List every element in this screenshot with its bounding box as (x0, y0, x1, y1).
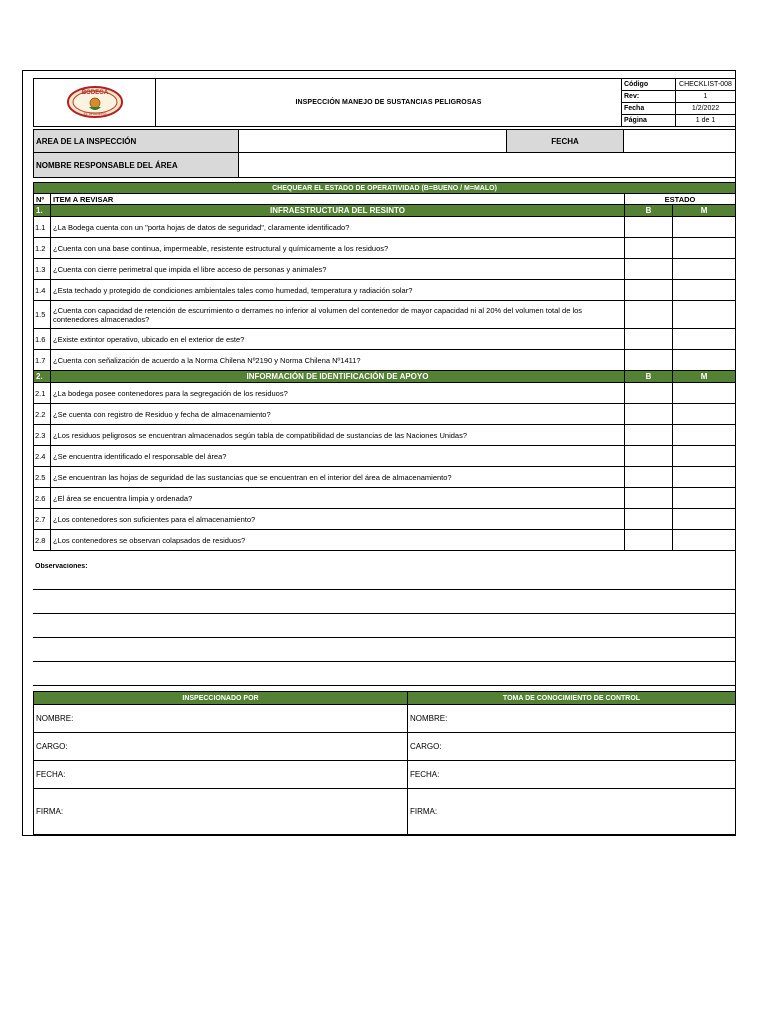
estado-b-cell[interactable] (625, 404, 673, 425)
col-m-header: M (673, 371, 736, 383)
item-number: 2.3 (34, 425, 51, 446)
section-header-row (34, 205, 736, 217)
item-number: 2.6 (34, 488, 51, 509)
item-number: 1.6 (34, 329, 51, 350)
document-title: INSPECCIÓN MANEJO DE SUSTANCIAS PELIGROSAS (156, 79, 622, 127)
item-question: ¿El área se encuentra limpia y ordenada? (51, 488, 625, 509)
area-input[interactable] (239, 130, 507, 153)
estado-b-cell[interactable] (625, 383, 673, 404)
right-firma-field[interactable]: FIRMA: (408, 789, 736, 835)
section-title: INFORMACIÓN DE IDENTIFICACIÓN DE APOYO (51, 371, 625, 383)
checklist-row (34, 509, 736, 530)
signatures-table (33, 691, 736, 835)
estado-b-cell[interactable] (625, 446, 673, 467)
item-question: ¿Se encuentran las hojas de seguridad de las sustancias que se encuentran en el interior del área de almacenamiento? (51, 467, 625, 488)
left-fecha-field[interactable]: FECHA: (34, 761, 408, 789)
item-question: ¿Cuenta con una base continua, impermeable, resistente estructural y químicamente a los residuos? (51, 238, 625, 259)
estado-b-cell[interactable] (625, 238, 673, 259)
right-fecha-field[interactable]: FECHA: (408, 761, 736, 789)
checklist-row (34, 446, 736, 467)
left-nombre-field[interactable]: NOMBRE: (34, 705, 408, 733)
item-question: ¿Se cuenta con registro de Residuo y fecha de almacenamiento? (51, 404, 625, 425)
col-m-header: M (673, 205, 736, 217)
section-number: 2. (34, 371, 51, 383)
right-nombre-field[interactable]: NOMBRE: (408, 705, 736, 733)
estado-b-cell[interactable] (625, 530, 673, 551)
estado-m-cell[interactable] (673, 404, 736, 425)
item-number: 1.4 (34, 280, 51, 301)
right-cargo-field[interactable]: CARGO: (408, 733, 736, 761)
estado-m-cell[interactable] (673, 530, 736, 551)
checklist-row (34, 404, 736, 425)
item-question: ¿La bodega posee contenedores para la segregación de los residuos? (51, 383, 625, 404)
item-number: 2.2 (34, 404, 51, 425)
checklist-row (34, 383, 736, 404)
item-question: ¿La Bodega cuenta con un "porta hojas de datos de seguridad", claramente identificado? (51, 217, 625, 238)
checklist-row (34, 425, 736, 446)
estado-m-cell[interactable] (673, 329, 736, 350)
estado-b-cell[interactable] (625, 217, 673, 238)
estado-b-cell[interactable] (625, 329, 673, 350)
logo-cell (34, 79, 156, 127)
fecha-label: FECHA (507, 130, 624, 153)
info-table (33, 129, 736, 178)
checklist-row (34, 467, 736, 488)
bodega-logo (65, 83, 125, 121)
col-b-header: B (625, 371, 673, 383)
item-question: ¿Esta techado y protegido de condiciones ambientales tales como humedad, temperatura y radiación solar? (51, 280, 625, 301)
meta-value: CHECKLIST-008 (676, 79, 736, 91)
checklist-table (33, 182, 736, 551)
col-item-header: ITEM A REVISAR (51, 194, 625, 205)
item-number: 2.7 (34, 509, 51, 530)
meta-value: 1 (676, 91, 736, 103)
svg-text:BODEGA: BODEGA (81, 89, 108, 96)
item-number: 2.5 (34, 467, 51, 488)
section-number: 1. (34, 205, 51, 217)
estado-b-cell[interactable] (625, 301, 673, 329)
checklist-row (34, 301, 736, 329)
observaciones-line[interactable] (33, 589, 735, 613)
checklist-row (34, 350, 736, 371)
item-question: ¿Se encuentra identificado el responsable del área? (51, 446, 625, 467)
meta-value: 1 de 1 (676, 115, 736, 127)
estado-b-cell[interactable] (625, 509, 673, 530)
header-table (33, 78, 736, 127)
inspeccionado-header: INSPECCIONADO POR (34, 692, 408, 705)
estado-m-cell[interactable] (673, 509, 736, 530)
estado-m-cell[interactable] (673, 280, 736, 301)
item-question: ¿Cuenta con capacidad de retención de escurrimiento o derrames no inferior al volumen del contenedor de mayor capacidad ni al 20% del volumen total de los contenedores almacenados? (51, 301, 625, 329)
checklist-row (34, 217, 736, 238)
item-number: 1.3 (34, 259, 51, 280)
estado-b-cell[interactable] (625, 488, 673, 509)
observaciones-label: Observaciones: (33, 563, 735, 589)
estado-m-cell[interactable] (673, 488, 736, 509)
item-number: 1.5 (34, 301, 51, 329)
section-header-row (34, 371, 736, 383)
toma-conocimiento-header: TOMA DE CONOCIMIENTO DE CONTROL (408, 692, 736, 705)
svg-text:EL GRANERO: EL GRANERO (83, 111, 106, 116)
observaciones-line[interactable] (33, 637, 735, 661)
estado-m-cell[interactable] (673, 425, 736, 446)
checklist-row (34, 530, 736, 551)
left-cargo-field[interactable]: CARGO: (34, 733, 408, 761)
col-num-header: Nº (34, 194, 51, 205)
section-title: INFRAESTRUCTURA DEL RESINTO (51, 205, 625, 217)
item-number: 1.7 (34, 350, 51, 371)
item-question: ¿Los residuos peligrosos se encuentran almacenados según tabla de compatibilidad de sustancias de las Naciones Unidas? (51, 425, 625, 446)
checklist-row (34, 488, 736, 509)
item-number: 2.4 (34, 446, 51, 467)
estado-m-cell[interactable] (673, 301, 736, 329)
item-number: 1.2 (34, 238, 51, 259)
left-firma-field[interactable]: FIRMA: (34, 789, 408, 835)
item-number: 1.1 (34, 217, 51, 238)
meta-label: Rev: (622, 91, 676, 103)
item-question: ¿Cuenta con cierre perimetral que impida el libre acceso de personas y animales? (51, 259, 625, 280)
item-number: 2.1 (34, 383, 51, 404)
responsable-input[interactable] (239, 153, 736, 178)
estado-b-cell[interactable] (625, 259, 673, 280)
item-question: ¿Cuenta con señalización de acuerdo a la Norma Chilena Nº2190 y Norma Chilena Nº1411? (51, 350, 625, 371)
estado-b-cell[interactable] (625, 280, 673, 301)
meta-label: Código (622, 79, 676, 91)
checklist-row (34, 329, 736, 350)
checklist-row (34, 259, 736, 280)
meta-label: Página (622, 115, 676, 127)
area-label: AREA DE LA INSPECCIÓN (34, 130, 239, 153)
estado-b-cell[interactable] (625, 425, 673, 446)
fecha-input[interactable] (624, 130, 736, 153)
estado-m-cell[interactable] (673, 446, 736, 467)
col-estado-header: ESTADO (625, 194, 736, 205)
observaciones-line[interactable] (33, 661, 735, 685)
observaciones-line[interactable] (33, 613, 735, 637)
item-question: ¿Existe extintor operativo, ubicado en el exterior de este? (51, 329, 625, 350)
estado-m-cell[interactable] (673, 383, 736, 404)
meta-value: 1/2/2022 (676, 103, 736, 115)
col-b-header: B (625, 205, 673, 217)
estado-m-cell[interactable] (673, 217, 736, 238)
meta-label: Fecha (622, 103, 676, 115)
checklist-row (34, 280, 736, 301)
item-number: 2.8 (34, 530, 51, 551)
checklist-banner: CHEQUEAR EL ESTADO DE OPERATIVIDAD (B=BUENO / M=MALO) (34, 183, 736, 194)
item-question: ¿Los contenedores se observan colapsados de residuos? (51, 530, 625, 551)
observaciones-table (33, 563, 735, 686)
responsable-label: NOMBRE RESPONSABLE DEL ÁREA (34, 153, 239, 178)
estado-m-cell[interactable] (673, 350, 736, 371)
estado-m-cell[interactable] (673, 238, 736, 259)
estado-m-cell[interactable] (673, 467, 736, 488)
checklist-row (34, 238, 736, 259)
estado-b-cell[interactable] (625, 467, 673, 488)
estado-b-cell[interactable] (625, 350, 673, 371)
item-question: ¿Los contenedores son suficientes para el almacenamiento? (51, 509, 625, 530)
estado-m-cell[interactable] (673, 259, 736, 280)
